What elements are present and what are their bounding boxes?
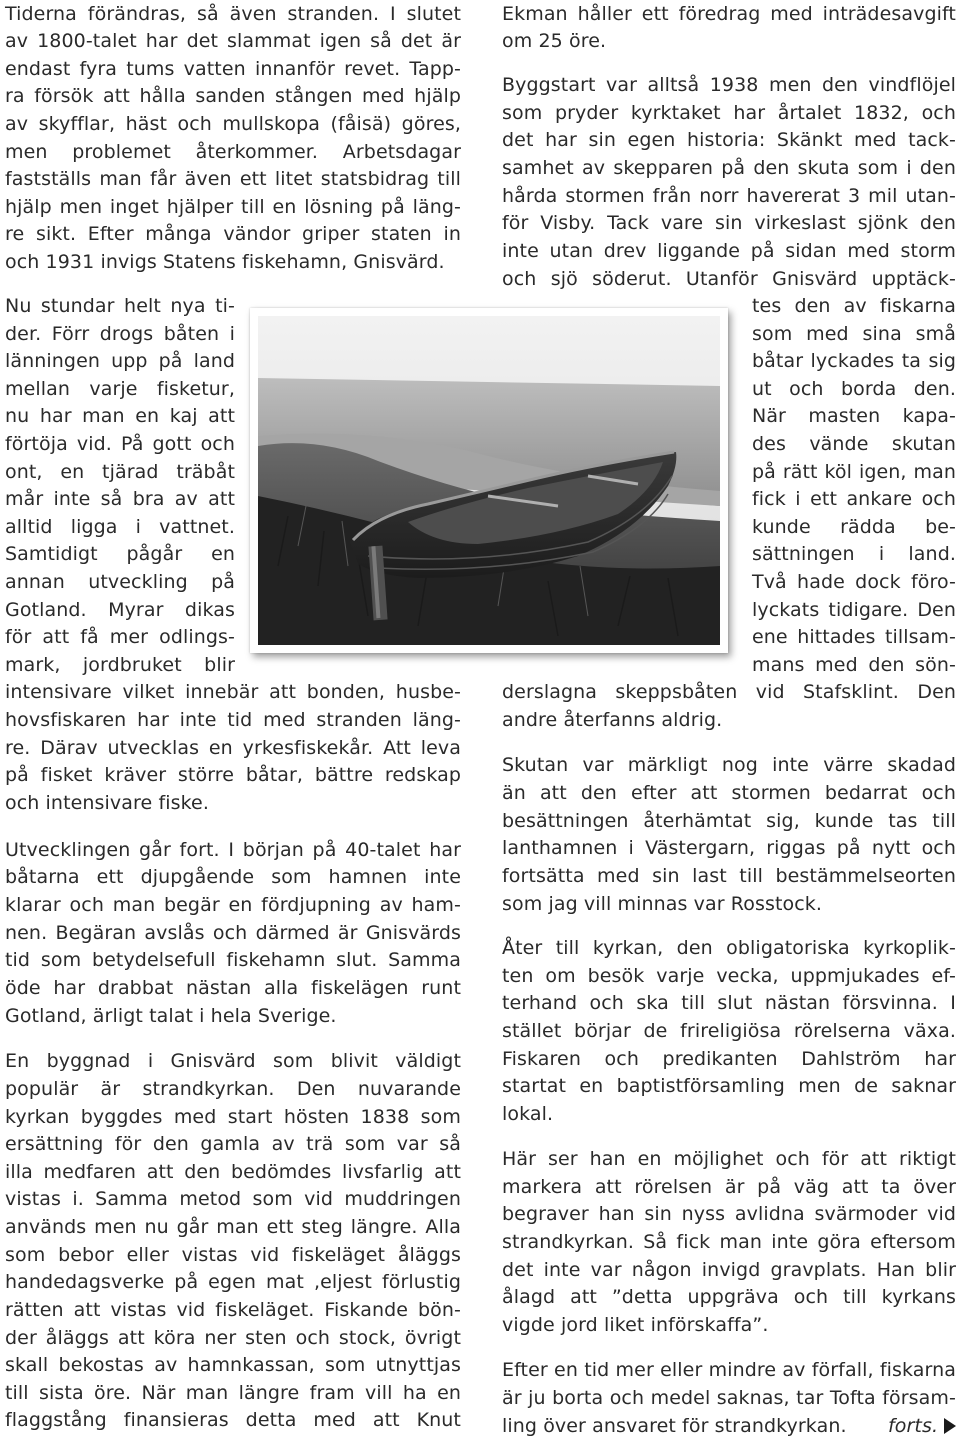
text-line: båtarna ett djupgående som hamnen inte bbox=[5, 866, 461, 888]
text-line: ra försök att hålla sanden stången med hjälp bbox=[5, 85, 461, 107]
text-line: derslagna skeppsbåten vid Stafsklint. Den bbox=[502, 681, 956, 703]
text-line: Två hade dock föro- bbox=[752, 571, 956, 593]
text-line: Samtidigt pågår en bbox=[5, 543, 235, 565]
text-line: hjälp men inget hjälper till en lösning på läng- bbox=[5, 196, 461, 218]
text-line: Byggstart var alltså 1938 men den vindflöjel bbox=[502, 74, 956, 96]
text-line: av 1800-talet har det slammat igen så det är bbox=[5, 30, 461, 52]
text-line: nen. Begäran avslås och därmed är Gnisvärds bbox=[5, 922, 461, 944]
text-line: ut och borda den. bbox=[752, 378, 956, 400]
text-line: hårda stormen från norr havererat 3 mil utan- bbox=[502, 185, 956, 207]
text-line: Gotland, ärligt talat i hela Sverige. bbox=[5, 1005, 337, 1027]
text-line: som pryder kyrktaket har årtalet 1832, och bbox=[502, 102, 956, 124]
text-line: skall bekostas av hamnkassan, som utnyttjas bbox=[5, 1354, 461, 1376]
text-line: som med sina små bbox=[752, 323, 956, 345]
text-line: terhand och ska till slut nästan försvinna. I bbox=[502, 992, 956, 1014]
text-line: begraver han sin nyss avlidna svärmoder vid bbox=[502, 1203, 956, 1225]
text-line: der. Förr drogs båten i bbox=[5, 323, 235, 345]
text-line: och intensivare fiske. bbox=[5, 792, 209, 814]
text-line: som jag vill minnas var Rosstock. bbox=[502, 893, 823, 915]
text-line: intensivare vilket innebär att bonden, husbe- bbox=[5, 681, 461, 703]
text-line: lyckats tidigare. Den bbox=[752, 599, 956, 621]
text-line: ålagd att ”detta uppgräva och till kyrkans bbox=[502, 1286, 956, 1308]
text-line: sättningen i land. bbox=[752, 543, 956, 565]
text-line: populär är strandkyrkan. Den nuvarande bbox=[5, 1078, 461, 1100]
text-line: än att den efter att stormen bedarrat och bbox=[502, 782, 956, 804]
text-line: ont, en tjärad träbåt bbox=[5, 461, 235, 483]
text-line: av skyfflar, häst och mullskopa (fåisä) göres, bbox=[5, 113, 461, 135]
text-line: kyrkan byggdes med start hösten 1838 som bbox=[5, 1106, 461, 1128]
text-line: handedagsverke på egen mat ,eljest förlustig bbox=[5, 1271, 461, 1293]
text-line: och 1931 invigs Statens fiskehamn, Gnisvärd. bbox=[5, 251, 445, 273]
text-line: fick i ett ankare och bbox=[752, 488, 956, 510]
text-line: till sista öre. När man längre fram vill ha en bbox=[5, 1382, 461, 1404]
text-line: re. Därav utvecklas en yrkesfiskekår. Att leva bbox=[5, 737, 461, 759]
text-line: som bebor eller vistas vid fiskeläget åläggs bbox=[5, 1244, 461, 1266]
text-line: ene hittades tillsam- bbox=[752, 626, 956, 648]
text-line: klarar och man begär en fördjupning av ham- bbox=[5, 894, 461, 916]
text-line: på fisket kräver större båtar, bättre redskap bbox=[5, 764, 461, 786]
text-line: rätten att vistas vid fiskeläget. Fiskande bön- bbox=[5, 1299, 461, 1321]
text-line: kunde rädda be- bbox=[752, 516, 956, 538]
text-line: ten om besök varje vecka, uppmjukades ef- bbox=[502, 965, 956, 987]
text-line: Tiderna förändras, så även stranden. I slutet bbox=[5, 3, 461, 25]
text-line: Fiskaren och predikanten Dahlström har bbox=[502, 1048, 956, 1070]
text-line: fortsätta med sin last till bestämmelseorten bbox=[502, 865, 956, 887]
text-line: är ju borta och medel saknas, tar Tofta försam- bbox=[502, 1387, 956, 1409]
play-triangle-icon bbox=[944, 1418, 956, 1434]
text-line: andre återfanns aldrig. bbox=[502, 709, 723, 731]
text-line: på rätt köl igen, man bbox=[752, 461, 956, 483]
text-line: inte utan drev liggande på sidan med storm bbox=[502, 240, 956, 262]
text-line: men problemet återkommer. Arbetsdagar bbox=[5, 141, 461, 163]
text-line: om 25 öre. bbox=[502, 30, 607, 52]
text-line: nu har man en kaj att bbox=[5, 405, 235, 427]
text-line: lokal. bbox=[502, 1103, 554, 1125]
text-line: endast fyra tums vatten innanför revet. Tapp- bbox=[5, 58, 461, 80]
text-line: illa medfaren att den bedömdes livsfarlig att bbox=[5, 1161, 461, 1183]
text-line: strandkyrkan. Så fick man inte göra eftersom bbox=[502, 1231, 956, 1253]
text-line: förtöja vid. På gott och bbox=[5, 433, 235, 455]
text-line: besättningen återhämtat sig, kunde tas till bbox=[502, 810, 956, 832]
text-line: lanthamnen i Västergarn, riggas på nytt och bbox=[502, 837, 956, 859]
text-line: fastställs man får även ett litet statsbidrag till bbox=[5, 168, 461, 190]
text-line: Efter en tid mer eller mindre av förfall, fiskarna bbox=[502, 1359, 956, 1381]
text-line: tid som betydelsefull fiskehamn slut. Samma bbox=[5, 949, 461, 971]
text-line: Ekman håller ett föredrag med inträdesavgift bbox=[502, 3, 956, 25]
text-line: för att få mer odlings- bbox=[5, 626, 235, 648]
text-line: der åläggs att köra ner sten och stock, övrigt bbox=[5, 1327, 461, 1349]
text-line: Skutan var märkligt nog inte värre skadad bbox=[502, 754, 956, 776]
text-line: mår inte så bra av att bbox=[5, 488, 235, 510]
text-line: det har sin egen historia: Skänkt med tack- bbox=[502, 129, 956, 151]
text-line: det inte var någon invigd gravplats. Han blir bbox=[502, 1259, 956, 1281]
text-line: och sjö söderut. Utanför Gnisvärd upptäck- bbox=[502, 268, 956, 290]
text-line: båtar lyckades ta sig bbox=[752, 350, 956, 372]
text-line: hovsfiskaren har inte tid med stranden läng- bbox=[5, 709, 461, 731]
text-line: startat en baptistförsamling men de saknar bbox=[502, 1075, 956, 1097]
text-line: alltid ligga i vattnet. bbox=[5, 516, 235, 538]
text-line: Här ser han en möjlighet och för att riktigt bbox=[502, 1148, 956, 1170]
text-line: öde har drabbat nästan alla fiskelägen runt bbox=[5, 977, 461, 999]
text-line: vistas i. Samma metod som vid muddringen bbox=[5, 1188, 461, 1210]
text-line: markera att rörelsen är på väg att ta över bbox=[502, 1176, 956, 1198]
text-line: re sikt. Efter många vändor griper staten in bbox=[5, 223, 461, 245]
text-line: stället börjar de frireligiösa rörelserna växa. bbox=[502, 1020, 956, 1042]
boat-photo-frame bbox=[250, 308, 728, 653]
text-line: des vände skutan bbox=[752, 433, 956, 455]
text-line: vigde jord liket införskaffa”. bbox=[502, 1314, 769, 1336]
text-line: länningen upp på land bbox=[5, 350, 235, 372]
text-line: tes den av fiskarna bbox=[752, 295, 956, 317]
text-line: samhet av skepparen på den skuta som i den bbox=[502, 157, 956, 179]
boat-on-shore-photo bbox=[258, 316, 720, 645]
text-line: Nu stundar helt nya ti- bbox=[5, 295, 235, 317]
text-line: mark, jordbruket blir bbox=[5, 654, 235, 676]
text-line: ersättning för den gamla av trä som var så bbox=[5, 1133, 461, 1155]
text-line: används men nu går man ett steg längre. Alla bbox=[5, 1216, 461, 1238]
text-line: En byggnad i Gnisvärd som blivit väldigt bbox=[5, 1050, 461, 1072]
text-line: för Visby. Tack vare sin virkeslast sjönk den bbox=[502, 212, 956, 234]
text-line: ling över ansvaret för strandkyrkan. bbox=[502, 1415, 847, 1437]
text-line: När masten kapa- bbox=[752, 405, 956, 427]
text-line: flaggstång finansieras detta med att Knut bbox=[5, 1409, 461, 1431]
text-line: mans med den sön- bbox=[752, 654, 956, 676]
continued-label: forts. bbox=[888, 1415, 939, 1437]
text-line: mellan varje fisketur, bbox=[5, 378, 235, 400]
text-line: annan utveckling på bbox=[5, 571, 235, 593]
text-line: Åter till kyrkan, den obligatoriska kyrkoplik- bbox=[502, 937, 956, 959]
text-line: Utvecklingen går fort. I början på 40-talet har bbox=[5, 839, 461, 861]
text-line: Gotland. Myrar dikas bbox=[5, 599, 235, 621]
